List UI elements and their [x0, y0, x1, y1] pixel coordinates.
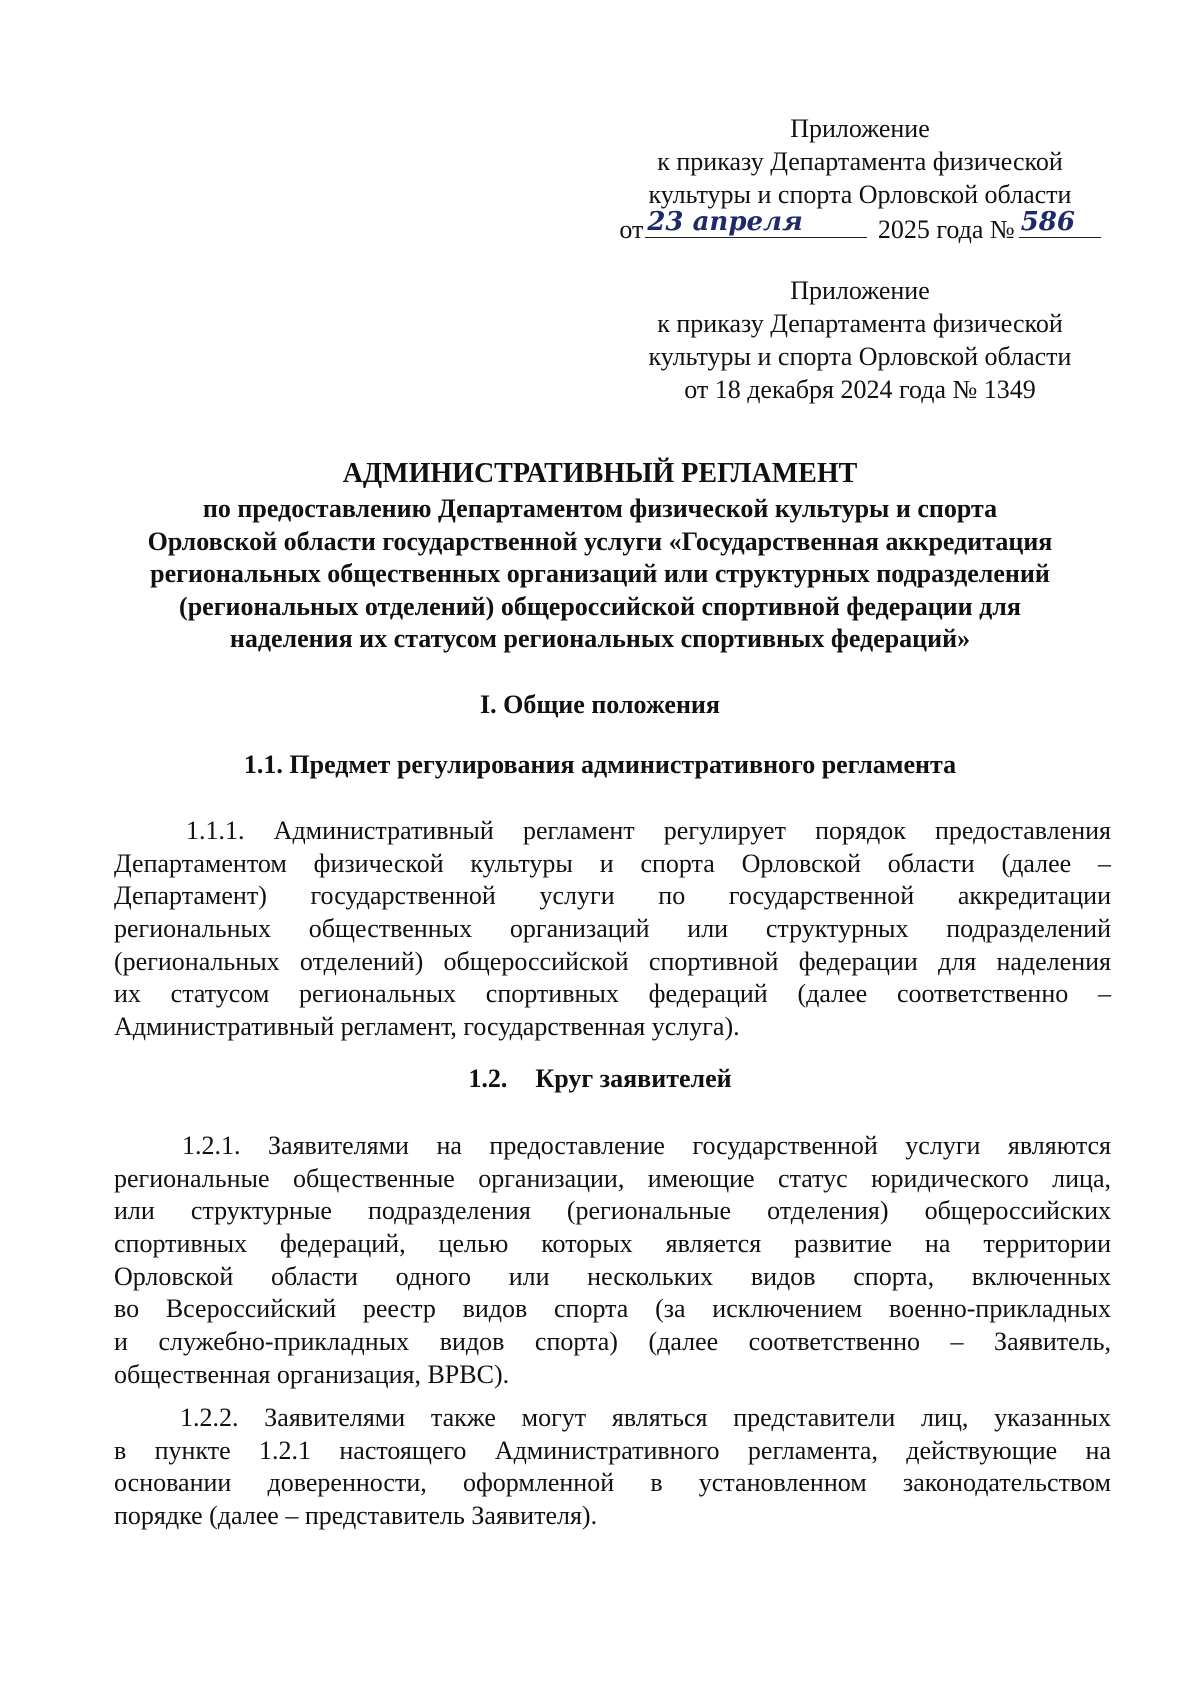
handwritten-number: 586 — [1020, 207, 1075, 237]
paragraph-line: 1.2.1. Заявителями на предоставление государственной услуги являются — [182, 1131, 1111, 1160]
paragraph-1-1-1 — [114, 815, 1111, 1044]
paragraph-line: 1.2.2. Заявителями также могут являться представители лиц, указанных — [180, 1403, 1111, 1432]
document-subtitle — [100, 493, 1100, 656]
paragraph-line: основании доверенности, оформленной в установленном законодательством — [114, 1468, 1111, 1498]
handwritten-date: 23 апреля — [647, 207, 803, 237]
paragraph-line: 1.1.1. Административный регламент регулирует порядок предоставления — [186, 816, 1111, 845]
annex-title: Приложение — [790, 114, 930, 143]
section-heading-subject: 1.1. Предмет регулирования административного регламента — [243, 750, 957, 779]
paragraph-line: их статусом региональных спортивных федераций (далее соответственно – — [114, 979, 1111, 1009]
year-text: 2025 года № — [877, 215, 1015, 244]
paragraph-line: региональных общественных организаций или структурных подразделений — [114, 914, 1111, 944]
subtitle-line: (региональных отделений) общероссийской спортивной федерации для — [179, 591, 1021, 621]
handwritten-date-field — [645, 207, 867, 238]
subtitle-line: региональных общественных организаций или структурных подразделений — [150, 559, 1050, 588]
document-title: АДМИНИСТРАТИВНЫЙ РЕГЛАМЕНТ — [342, 458, 858, 489]
annex-line: от 18 декабря 2024 года № 1349 — [684, 375, 1036, 404]
subtitle-line: Орловской области государственной услуги «Государственная аккредитация — [147, 526, 1053, 556]
date-prefix: от — [619, 215, 644, 244]
paragraph-line: (региональных отделений) общероссийской спортивной федерации для наделения — [114, 946, 1111, 976]
paragraph-line: во Всероссийский реестр видов спорта (за исключением военно-прикладных — [114, 1294, 1111, 1324]
paragraph-line: Административный регламент, государственная услуга). — [114, 1012, 740, 1042]
paragraph-line: и служебно-прикладных видов спорта) (далее соответственно – Заявитель, — [114, 1327, 1111, 1357]
subtitle-line: по предоставлению Департаментом физической культуры и спорта — [202, 494, 998, 523]
paragraph-line: Департамент) государственной услуги по государственной аккредитации — [114, 881, 1111, 911]
annex-line: к приказу Департамента физической — [657, 309, 1063, 338]
section-heading-general: I. Общие положения — [480, 690, 720, 719]
paragraph-1-2-2 — [114, 1402, 1111, 1533]
subtitle-line: наделения их статусом региональных спортивных федераций» — [229, 624, 971, 653]
annex-line: к приказу Департамента физической — [657, 147, 1063, 176]
annex-date-line — [610, 207, 1110, 246]
annex-line: культуры и спорта Орловской области — [648, 342, 1072, 371]
paragraph-line: порядке (далее – представитель Заявителя). — [114, 1501, 598, 1531]
annex-header-original — [610, 274, 1110, 406]
paragraph-line: региональные общественные организации, имеющие статус юридического лица, — [114, 1163, 1111, 1193]
section-title: Круг заявителей — [535, 1064, 732, 1093]
paragraph-line: в пункте 1.2.1 настоящего Административного регламента, действующие на — [114, 1435, 1111, 1465]
paragraph-line: Департаментом физической культуры и спорта Орловской области (далее – — [114, 848, 1111, 878]
paragraph-1-2-1 — [114, 1130, 1111, 1392]
annex-line: культуры и спорта Орловской области — [648, 180, 1072, 209]
paragraph-line: Орловской области одного или нескольких видов спорта, включенных — [114, 1261, 1111, 1291]
annex-header-current — [610, 112, 1110, 246]
paragraph-line: спортивных федераций, целью которых является развитие на территории — [114, 1229, 1111, 1259]
section-number: 1.2. — [468, 1064, 508, 1093]
handwritten-number-field — [1019, 207, 1101, 238]
paragraph-line: общественная организация, ВРВС). — [114, 1359, 510, 1389]
section-heading-applicants — [100, 1064, 1100, 1094]
paragraph-line: или структурные подразделения (региональные отделения) общероссийских — [114, 1196, 1111, 1226]
annex-title: Приложение — [790, 276, 930, 305]
